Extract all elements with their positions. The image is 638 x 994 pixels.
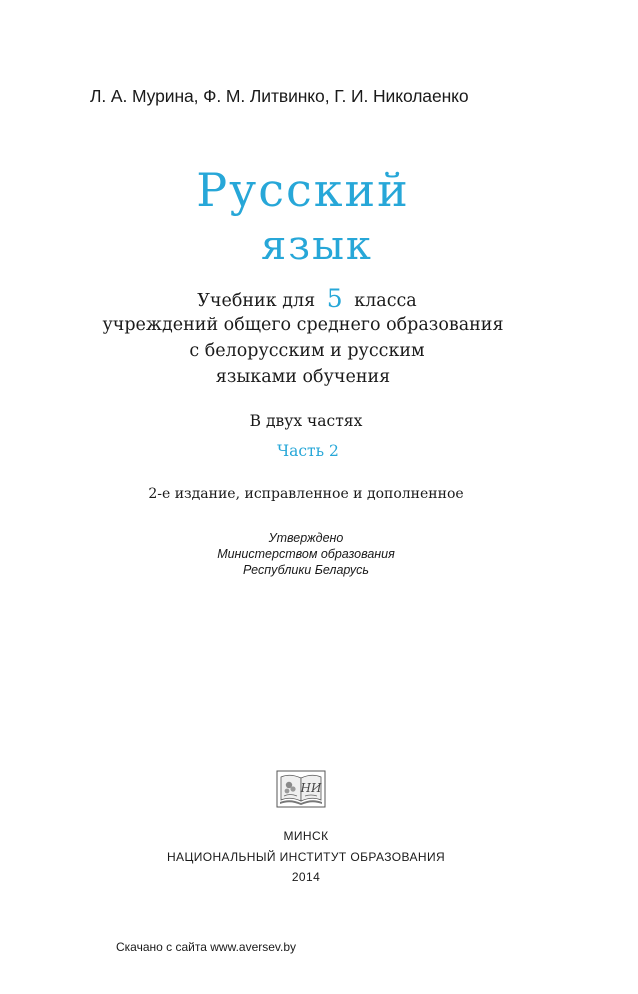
imprint-year: 2014 [291,870,321,884]
download-source-note: Скачано с сайта www.aversev.by [116,940,297,954]
grade-word: класса [354,291,417,311]
subtitle-line-4: языками обучения [215,367,391,387]
edition-note: 2-е издание, исправленное и дополненное [148,486,464,502]
authors-line: Л. А. Мурина, Ф. М. Литвинко, Г. И. Николаенко [90,86,469,106]
imprint-city: МИНСК [283,829,329,843]
approval-line-1: Утверждено [268,531,344,545]
book-title-line-2: язык [261,223,373,269]
book-title-line-1: Русский [196,163,410,217]
grade-number: 5 [326,284,343,313]
logo-letters: НИ [300,781,322,795]
subtitle-line-3: с белорусским и русским [189,341,425,361]
in-two-parts-label: В двух частях [249,412,363,430]
approval-line-2: Министерством образования [217,547,395,561]
textbook-for-label: Учебник для [197,291,316,311]
subtitle-line-2: учреждений общего среднего образования [102,315,504,335]
approval-line-3: Республики Беларусь [242,563,370,577]
subtitle-line-1 [4,286,610,314]
approval-block [0,530,612,578]
part-number-label: Часть 2 [277,442,339,460]
publisher-logo-book-icon [276,768,326,810]
imprint-publisher: НАЦИОНАЛЬНЫЙ ИНСТИТУТ ОБРАЗОВАНИЯ [166,850,446,864]
